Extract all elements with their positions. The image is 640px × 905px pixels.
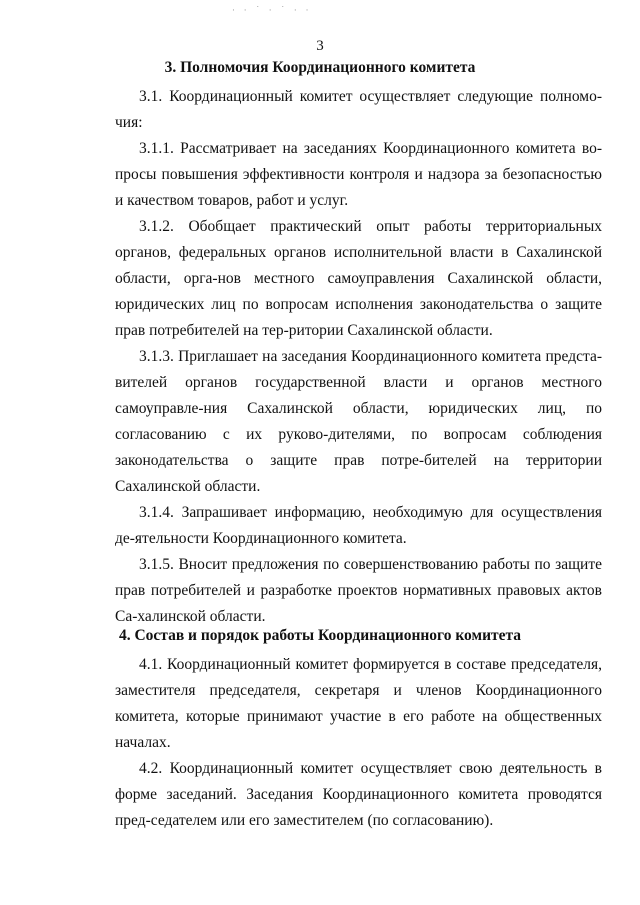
section-3-heading: 3. Полномочия Координационного комитета: [164, 59, 476, 76]
paragraph-3-1-1: 3.1.1. Рассматривает на заседаниях Координационного комитета во-просы повышения эффективности контроля и надзора за безопасностью и качеством товаров, работ и услуг.: [115, 140, 602, 209]
paragraph-3-1-2: 3.1.2. Обобщает практический опыт работы территориальных органов, федеральных органов исполнительной власти в Сахалинской области, орга-нов местного самоуправления Сахалинской области, юридических лиц по вопросам исполнения законодательства о защите прав потребителей на тер-ритории Сахалинской области.: [115, 218, 602, 339]
page-number: 3: [316, 38, 324, 54]
paragraph-3-1-4: 3.1.4. Запрашивает информацию, необходимую для осуществления де-ятельности Координационного комитета.: [115, 504, 602, 547]
paragraph-3-1: 3.1. Координационный комитет осуществляет следующие полномо-чия:: [115, 88, 602, 131]
paragraph-3-1-3: 3.1.3. Приглашает на заседания Координационного комитета предста-вителей органов государственной власти и органов местного самоуправле-ния Сахалинской области, юридических лиц, по согласованию с их руково-дителями, по вопросам соблюдения законодательства о защите прав потре-бителей на территории Сахалинской области.: [115, 348, 602, 495]
paragraph-4-1: 4.1. Координационный комитет формируется в составе председателя, заместителя председателя, секретаря и членов Координационного комитета, которые принимают участие в его работе на общественных началах.: [115, 656, 602, 751]
scan-noise: · · ˙ · ˙ · ·: [232, 6, 312, 16]
paragraph-4-2: 4.2. Координационный комитет осуществляет свою деятельность в форме заседаний. Заседания Координационного комитета проводятся пред-седателем или его заместителем (по согласованию).: [115, 760, 602, 829]
section-4-body: [115, 652, 602, 834]
section-3-body: [115, 84, 602, 630]
paragraph-3-1-5: 3.1.5. Вносит предложения по совершенствованию работы по защите прав потребителей и разработке проектов нормативных правовых актов Са-халинской области.: [115, 556, 602, 625]
section-4-heading: 4. Состав и порядок работы Координационного комитета: [118, 627, 522, 644]
